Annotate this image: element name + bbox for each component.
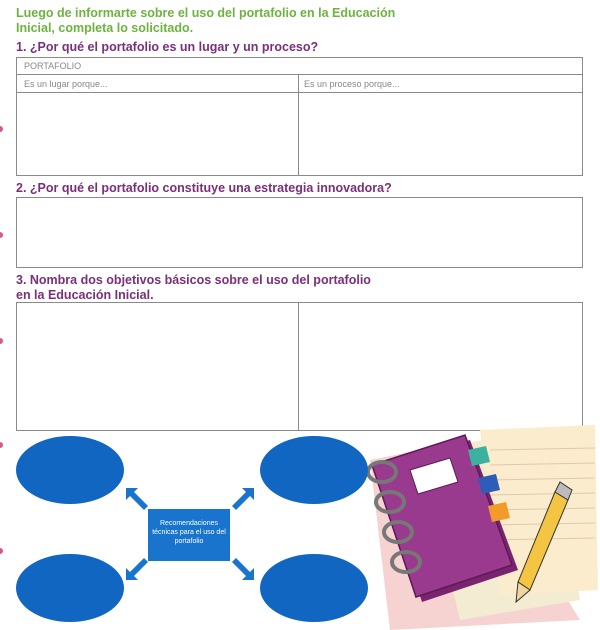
margin-mark (0, 232, 3, 238)
arrow-bottom-right-icon (230, 556, 256, 582)
question-2: 2. ¿Por qué el portafolio constituye una estrategia innovadora? (16, 181, 392, 195)
objectives-table (16, 302, 583, 431)
arrow-top-right-icon (230, 486, 256, 512)
margin-mark (0, 126, 3, 132)
center-topic-box (148, 509, 230, 561)
recommendation-bubble-bottom-left[interactable] (16, 554, 124, 622)
center-topic-text: Recomendaciones técnicas para el uso del portafolio (152, 520, 226, 545)
answer-proceso-field[interactable] (299, 93, 582, 175)
question-1: 1. ¿Por qué el portafolio es un lugar y un proceso? (16, 40, 319, 54)
question-3-line-2: en la Educación Inicial. (16, 288, 154, 302)
arrow-bottom-left-icon (124, 556, 150, 582)
question-3 (16, 273, 371, 303)
objective-1-field[interactable] (17, 303, 298, 430)
objective-2-field[interactable] (299, 303, 582, 430)
answer-lugar-field[interactable] (17, 93, 298, 175)
margin-mark (0, 442, 3, 448)
recommendation-bubble-bottom-right[interactable] (260, 554, 368, 622)
answer-2-field[interactable] (16, 197, 583, 268)
instructions-line-1: Luego de informarte sobre el uso del portafolio en la Educación (16, 6, 396, 20)
portfolio-table (16, 57, 583, 176)
margin-mark (0, 548, 3, 554)
instructions-line-2: Inicial, completa lo solicitado. (16, 21, 194, 35)
recommendation-bubble-top-right[interactable] (260, 436, 368, 504)
arrow-top-left-icon (124, 486, 150, 512)
recommendation-bubble-top-left[interactable] (16, 436, 124, 504)
instructions-heading (16, 6, 416, 36)
question-3-line-1: 3. Nombra dos objetivos básicos sobre el uso del portafolio (16, 273, 371, 287)
col-proceso-label: Es un proceso porque... (304, 79, 400, 89)
col-lugar-label: Es un lugar porque... (24, 79, 108, 89)
notebook-illustration (350, 420, 600, 630)
margin-mark (0, 338, 3, 344)
table-header: PORTAFOLIO (24, 61, 82, 71)
